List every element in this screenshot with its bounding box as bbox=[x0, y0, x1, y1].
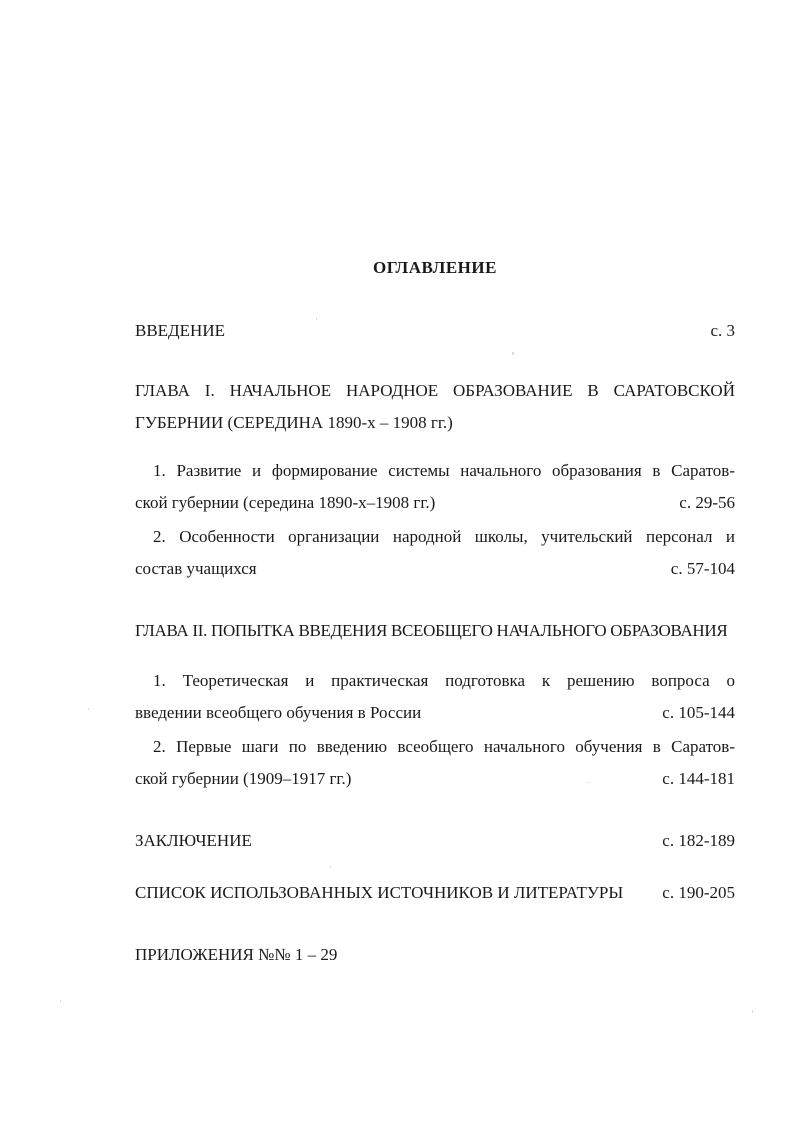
toc-ch1-section-2-line1: 2. Особенности организации народной школы, учительский персонал и bbox=[153, 527, 735, 546]
scan-speck bbox=[88, 708, 89, 710]
scan-speck bbox=[512, 352, 514, 355]
toc-ch1-section-2 bbox=[135, 558, 735, 580]
toc-ch1-section-1-line1: 1. Развитие и формирование системы начального образования в Саратов- bbox=[153, 461, 735, 480]
toc-entry-label: ской губернии (середина 1890-х–1908 гг.) bbox=[135, 493, 436, 512]
toc-entry-page: с. 57-104 bbox=[670, 559, 735, 578]
toc-entry-label: введении всеобщего обучения в России bbox=[135, 703, 422, 722]
toc-ch2-section-2-line1: 2. Первые шаги по введению всеобщего начального обучения в Саратов- bbox=[153, 737, 735, 756]
toc-entry-page: с. 144-181 bbox=[662, 769, 735, 788]
toc-entry-label: ВВЕДЕНИЕ bbox=[135, 321, 225, 340]
toc-entry-page: с. 190-205 bbox=[662, 883, 735, 902]
toc-ch2-section-1 bbox=[135, 702, 735, 724]
toc-entry-label: ской губернии (1909–1917 гг.) bbox=[135, 769, 352, 788]
scan-speck bbox=[316, 318, 317, 320]
toc-entry-page: с. 105-144 bbox=[662, 703, 735, 722]
toc-entry-page: с. 182-189 bbox=[662, 831, 735, 850]
scan-speck bbox=[60, 1000, 61, 1002]
toc-entry-label: состав учащихся bbox=[135, 559, 257, 578]
toc-ch2-section-2 bbox=[135, 768, 735, 790]
toc-chapter-2-heading: ГЛАВА II. ПОПЫТКА ВВЕДЕНИЯ ВСЕОБЩЕГО НАЧАЛЬНОГО ОБРАЗОВАНИЯ bbox=[135, 621, 728, 640]
toc-entry-label: СПИСОК ИСПОЛЬЗОВАННЫХ ИСТОЧНИКОВ И ЛИТЕРАТУРЫ bbox=[135, 883, 624, 902]
scan-speck bbox=[752, 1010, 753, 1013]
toc-chapter-1-heading-line2: ГУБЕРНИИ (СЕРЕДИНА 1890-х – 1908 гг.) bbox=[135, 413, 453, 432]
page-title: ОГЛАВЛЕНИЕ bbox=[373, 258, 497, 277]
scan-speck bbox=[588, 782, 590, 783]
toc-ch2-section-1-line1: 1. Теоретическая и практическая подготовка к решению вопроса о bbox=[153, 671, 735, 690]
scan-speck bbox=[330, 866, 331, 868]
toc-entry-page: с. 3 bbox=[710, 321, 735, 340]
toc-entry-appendix: ПРИЛОЖЕНИЯ №№ 1 – 29 bbox=[135, 945, 338, 964]
toc-entry-page: с. 29-56 bbox=[679, 493, 735, 512]
toc-entry-conclusion bbox=[135, 830, 735, 852]
toc-chapter-1-heading-line1: ГЛАВА I. НАЧАЛЬНОЕ НАРОДНОЕ ОБРАЗОВАНИЕ В САРАТОВСКОЙ bbox=[135, 381, 735, 400]
toc-entry-intro bbox=[135, 320, 735, 342]
toc-entry-sources bbox=[135, 882, 735, 904]
toc-entry-label: ЗАКЛЮЧЕНИЕ bbox=[135, 831, 252, 850]
toc-ch1-section-1 bbox=[135, 492, 735, 514]
